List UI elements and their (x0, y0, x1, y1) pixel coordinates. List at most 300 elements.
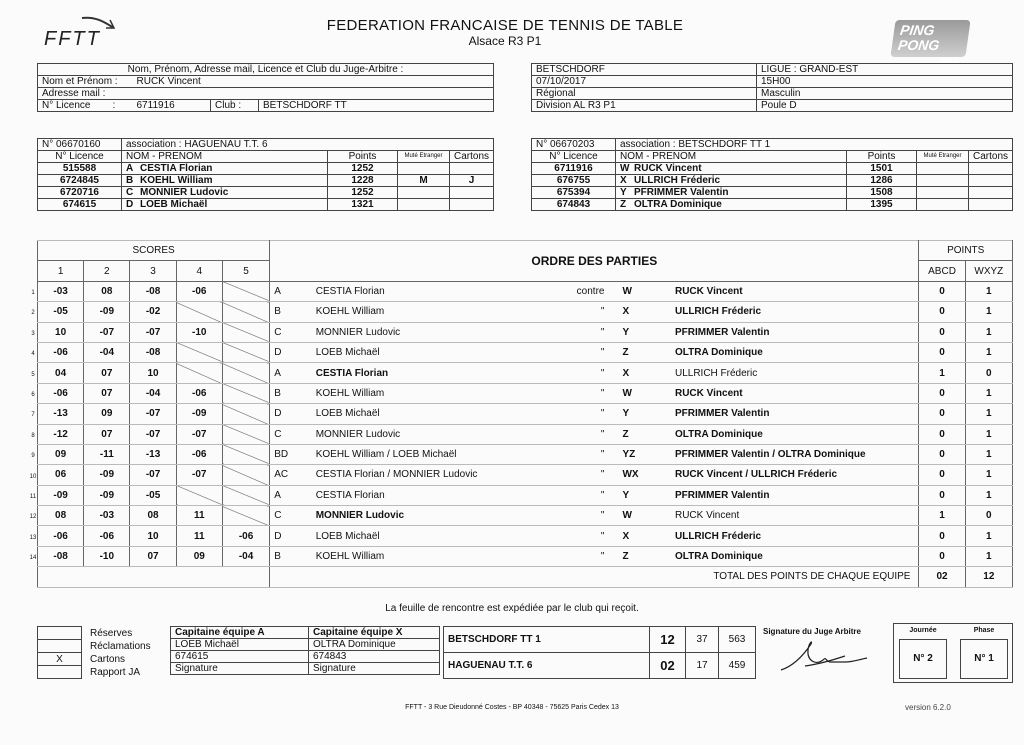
referee-licence: 6711916 (133, 100, 211, 112)
set-score: 10 (130, 363, 176, 383)
game-players-a: KOEHL William / LOEB Michaël (312, 444, 533, 464)
set-score: 11 (176, 526, 222, 546)
player-cartons (968, 199, 1012, 211)
referee-signature (775, 636, 875, 678)
game-letters-a: A (270, 281, 312, 301)
player-points: 1252 (327, 187, 397, 199)
match-pool: Poule D (757, 100, 1013, 112)
col-wxyz: WXYZ (965, 261, 1012, 281)
set-score: 09 (176, 546, 222, 566)
set-score: -10 (176, 322, 222, 342)
game-players-x: RUCK Vincent (671, 281, 919, 301)
journee-label: Journée (909, 627, 937, 634)
game-row (38, 424, 1013, 444)
game-point-x: 1 (965, 465, 1012, 485)
team-x-header-licence: N° Licence (532, 151, 616, 163)
game-point-x: 1 (965, 342, 1012, 362)
game-point-x: 1 (965, 322, 1012, 342)
footer-address: FFTT - 3 Rue Dieudonné Costes - BP 40348 - 75625 Paris Cedex 13 (405, 704, 619, 711)
player-name-cell (122, 199, 328, 211)
checklist-mark[interactable] (38, 666, 82, 679)
checklist-label: Cartons (90, 653, 126, 665)
player-mute (916, 175, 968, 187)
set-score (222, 424, 269, 444)
referee-licence-label: N° Licence : (38, 100, 133, 112)
set-score: -06 (176, 281, 222, 301)
player-letter: Z (620, 199, 627, 210)
game-separator: " (532, 342, 618, 362)
game-separator: " (532, 465, 618, 485)
game-row (38, 342, 1013, 362)
checklist-mark[interactable] (38, 627, 82, 640)
player-name: OLTRA Dominique (634, 199, 722, 210)
game-players-x: OLTRA Dominique (671, 342, 919, 362)
col-abcd: ABCD (919, 261, 965, 281)
game-point-x: 1 (965, 444, 1012, 464)
game-point-a: 0 (919, 424, 965, 444)
game-letters-x: Y (618, 404, 671, 424)
captain-a-title: Capitaine équipe A (171, 627, 309, 639)
game-separator: " (532, 485, 618, 505)
team-a-header-points: Points (327, 151, 397, 163)
game-players-a: LOEB Michaël (312, 342, 533, 362)
expedition-note: La feuille de rencontre est expédiée par le club qui reçoit. (385, 603, 639, 614)
game-separator: " (532, 322, 618, 342)
referee-name-label: Nom et Prénom : (38, 76, 133, 88)
set-score: -07 (176, 465, 222, 485)
checklist-row (38, 666, 167, 679)
player-name: CESTIA Florian (140, 163, 213, 174)
match-info-table (531, 63, 1013, 112)
player-cartons (968, 187, 1012, 199)
game-players-x: PFRIMMER Valentin (671, 322, 919, 342)
game-players-a: CESTIA Florian / MONNIER Ludovic (312, 465, 533, 485)
points-heading: POINTS (919, 241, 1013, 261)
game-players-x: ULLRICH Fréderic (671, 526, 919, 546)
game-letters-a: B (270, 546, 312, 566)
set-score: -05 (38, 302, 84, 322)
set-score: 08 (84, 281, 130, 301)
game-row (38, 404, 1013, 424)
game-players-x: ULLRICH Fréderic (671, 302, 919, 322)
set-score (222, 322, 269, 342)
player-name: KOEHL William (140, 175, 213, 186)
game-separator: " (532, 444, 618, 464)
game-number: 7 (31, 412, 35, 419)
game-letters-x: Y (618, 322, 671, 342)
result-row (444, 627, 756, 653)
scores-heading: SCORES (38, 241, 270, 261)
version-label: version 6.2.0 (905, 703, 951, 712)
game-letters-a: D (270, 404, 312, 424)
set-score: 08 (38, 506, 84, 526)
game-row (38, 281, 1013, 301)
game-separator: " (532, 383, 618, 403)
captain-x-title: Capitaine équipe X (309, 627, 440, 639)
game-point-x: 0 (965, 363, 1012, 383)
set-score (222, 506, 269, 526)
games-table (37, 240, 1013, 588)
match-time: 15H00 (757, 76, 1013, 88)
game-letters-a: A (270, 363, 312, 383)
team-a-number: N° 06670160 (38, 139, 122, 151)
team-x-header-cartons: Cartons (968, 151, 1012, 163)
player-mute (397, 199, 449, 211)
player-letter: W (620, 163, 630, 174)
player-letter: Y (620, 187, 627, 198)
game-letters-x: X (618, 302, 671, 322)
team-x-header-points: Points (846, 151, 916, 163)
player-licence: 515588 (38, 163, 122, 175)
game-point-a: 0 (919, 444, 965, 464)
game-row (38, 526, 1013, 546)
game-letters-a: C (270, 424, 312, 444)
game-number: 4 (31, 351, 35, 358)
badge-text: PING PONG (896, 22, 941, 53)
game-letters-x: Z (618, 424, 671, 444)
game-number: 6 (31, 392, 35, 398)
player-row (532, 175, 1013, 187)
player-licence: 6720716 (38, 187, 122, 199)
player-cartons (968, 175, 1012, 187)
player-licence: 674615 (38, 199, 122, 211)
captain-a-licence: 674615 (171, 651, 309, 663)
player-name-cell (616, 175, 847, 187)
phase-label: Phase (973, 627, 995, 634)
set-score: -11 (84, 444, 130, 464)
game-number: 14 (29, 555, 37, 562)
match-venue: BETSCHDORF (532, 64, 757, 76)
game-players-x: RUCK Vincent / ULLRICH Fréderic (671, 465, 919, 485)
result-sets: 17 (686, 653, 719, 679)
player-name-cell (616, 187, 847, 199)
set-score: 09 (38, 444, 84, 464)
set-score: -13 (130, 444, 176, 464)
set-number: 5 (222, 261, 269, 281)
team-a-players (38, 163, 494, 211)
checklist-row (38, 653, 167, 666)
set-score: -09 (84, 302, 130, 322)
page-subtitle: Alsace R3 P1 (468, 34, 542, 48)
set-score (176, 363, 222, 383)
player-licence: 6711916 (532, 163, 616, 175)
set-score: 07 (84, 383, 130, 403)
set-score: -09 (176, 404, 222, 424)
game-point-a: 0 (919, 322, 965, 342)
result-points: 459 (719, 653, 756, 679)
game-point-x: 1 (965, 485, 1012, 505)
game-point-a: 0 (919, 342, 965, 362)
player-row (532, 163, 1013, 175)
set-score: 08 (130, 506, 176, 526)
player-points: 1508 (846, 187, 916, 199)
team-a-header-cartons: Cartons (449, 151, 493, 163)
captain-x-signature: Signature (309, 663, 440, 675)
game-number: 8 (31, 432, 35, 439)
game-letters-a: C (270, 322, 312, 342)
result-team: HAGUENAU T.T. 6 (444, 653, 650, 679)
game-players-a: CESTIA Florian (312, 281, 533, 301)
game-letters-a: D (270, 526, 312, 546)
player-licence: 6724845 (38, 175, 122, 187)
game-point-a: 0 (919, 281, 965, 301)
set-score: -06 (176, 444, 222, 464)
player-name-cell (616, 199, 847, 211)
player-letter: A (126, 163, 134, 174)
match-ligue: LIGUE : GRAND-EST (757, 64, 1013, 76)
game-row (38, 363, 1013, 383)
game-players-a: MONNIER Ludovic (312, 322, 533, 342)
player-name-cell (122, 175, 328, 187)
total-a: 02 (919, 567, 965, 587)
set-score (222, 383, 269, 403)
game-point-x: 1 (965, 424, 1012, 444)
player-points: 1501 (846, 163, 916, 175)
game-number: 12 (29, 514, 37, 521)
game-point-x: 1 (965, 302, 1012, 322)
game-point-a: 0 (919, 465, 965, 485)
player-licence: 675394 (532, 187, 616, 199)
journee-value: N° 2 (899, 639, 947, 679)
game-players-x: ULLRICH Fréderic (671, 363, 919, 383)
game-letters-x: WX (618, 465, 671, 485)
game-point-a: 1 (919, 363, 965, 383)
game-letters-x: X (618, 526, 671, 546)
player-name-cell (122, 163, 328, 175)
captain-x-licence: 674843 (309, 651, 440, 663)
game-separator: contre (532, 281, 618, 301)
game-separator: " (532, 526, 618, 546)
game-players-a: MONNIER Ludovic (312, 506, 533, 526)
game-letters-x: W (618, 281, 671, 301)
game-row (38, 465, 1013, 485)
player-row (532, 199, 1013, 211)
player-name: RUCK Vincent (634, 163, 702, 174)
player-row (38, 199, 494, 211)
set-score: -07 (176, 424, 222, 444)
set-score: -03 (38, 281, 84, 301)
set-score: -10 (84, 546, 130, 566)
set-score (222, 281, 269, 301)
referee-name: RUCK Vincent (133, 76, 494, 88)
game-letters-a: B (270, 383, 312, 403)
game-letters-x: Y (618, 485, 671, 505)
player-letter: B (126, 175, 134, 186)
player-name: ULLRICH Fréderic (634, 175, 721, 186)
game-point-a: 0 (919, 546, 965, 566)
game-letters-a: A (270, 485, 312, 505)
set-score: -04 (84, 342, 130, 362)
set-score (176, 302, 222, 322)
game-players-a: CESTIA Florian (312, 363, 533, 383)
game-point-a: 0 (919, 485, 965, 505)
game-row (38, 302, 1013, 322)
set-score: -08 (130, 342, 176, 362)
game-point-a: 0 (919, 526, 965, 546)
team-x-association: association : BETSCHDORF TT 1 (616, 139, 1013, 151)
referee-club: BETSCHDORF TT (259, 100, 494, 112)
game-separator: " (532, 302, 618, 322)
ping-pong-badge (890, 20, 970, 65)
game-number: 2 (31, 310, 35, 317)
player-mute (397, 187, 449, 199)
set-score: -09 (84, 465, 130, 485)
game-row (38, 506, 1013, 526)
game-row (38, 322, 1013, 342)
game-number: 13 (29, 534, 37, 541)
checklist-table (37, 626, 167, 679)
player-letter: X (620, 175, 627, 186)
player-letter: C (126, 187, 134, 198)
referee-club-label: Club : (211, 100, 259, 112)
referee-mail-label: Adresse mail : (38, 88, 494, 100)
game-players-a: MONNIER Ludovic (312, 424, 533, 444)
set-score: 07 (130, 546, 176, 566)
set-score: -09 (84, 485, 130, 505)
player-name-cell (616, 163, 847, 175)
player-points: 1252 (327, 163, 397, 175)
set-score: -08 (130, 281, 176, 301)
game-number: 11 (29, 494, 37, 500)
referee-table (37, 63, 494, 112)
set-score: -07 (130, 424, 176, 444)
player-points: 1321 (327, 199, 397, 211)
player-name-cell (122, 187, 328, 199)
set-number: 4 (176, 261, 222, 281)
fftt-logo (44, 28, 101, 51)
player-mute (397, 163, 449, 175)
set-score: -12 (38, 424, 84, 444)
team-a-association: association : HAGUENAU T.T. 6 (122, 139, 494, 151)
player-points: 1395 (846, 199, 916, 211)
checklist-label: Rapport JA (90, 666, 141, 678)
set-score: -04 (130, 383, 176, 403)
set-score: -06 (38, 342, 84, 362)
game-number: 9 (31, 453, 35, 460)
checklist-mark[interactable] (38, 640, 82, 653)
set-score: -06 (38, 526, 84, 546)
player-name: LOEB Michaël (140, 199, 208, 210)
game-point-x: 1 (965, 383, 1012, 403)
team-x-players (532, 163, 1013, 211)
set-score: 06 (38, 465, 84, 485)
game-point-x: 1 (965, 281, 1012, 301)
game-letters-x: W (618, 506, 671, 526)
player-name: MONNIER Ludovic (140, 187, 229, 198)
game-letters-x: W (618, 383, 671, 403)
checklist-row (38, 627, 167, 640)
player-letter: D (126, 199, 134, 210)
set-score: 10 (38, 322, 84, 342)
player-cartons (449, 199, 493, 211)
set-score: 04 (38, 363, 84, 383)
game-players-a: KOEHL William (312, 302, 533, 322)
game-number: 10 (29, 473, 37, 480)
checklist-row (38, 640, 167, 653)
game-players-x: PFRIMMER Valentin / OLTRA Dominique (671, 444, 919, 464)
set-score: -04 (222, 546, 269, 566)
team-x-header-name: NOM - PRENOM (616, 151, 847, 163)
set-number: 2 (84, 261, 130, 281)
player-mute: M (397, 175, 449, 187)
captain-a-signature: Signature (171, 663, 309, 675)
set-score: 10 (130, 526, 176, 546)
set-score (222, 444, 269, 464)
player-row (532, 187, 1013, 199)
referee-heading: Nom, Prénom, Adresse mail, Licence et Club du Juge-Arbitre : (38, 64, 494, 76)
game-point-a: 0 (919, 404, 965, 424)
game-separator: " (532, 363, 618, 383)
game-players-a: LOEB Michaël (312, 526, 533, 546)
phase-value: N° 1 (960, 639, 1008, 679)
game-point-x: 1 (965, 526, 1012, 546)
game-point-x: 1 (965, 404, 1012, 424)
player-points: 1228 (327, 175, 397, 187)
game-players-x: RUCK Vincent (671, 506, 919, 526)
player-licence: 676755 (532, 175, 616, 187)
set-score (222, 363, 269, 383)
game-number: 1 (31, 290, 35, 296)
set-score: 07 (84, 424, 130, 444)
result-score: 12 (650, 627, 686, 653)
game-row (38, 444, 1013, 464)
set-score: -02 (130, 302, 176, 322)
match-gender: Masculin (757, 88, 1013, 100)
team-x-header-mute: Muté Etranger (916, 151, 968, 163)
set-score: 07 (84, 363, 130, 383)
game-players-x: OLTRA Dominique (671, 546, 919, 566)
player-name: PFRIMMER Valentin (634, 187, 729, 198)
journee-phase-box (893, 623, 1013, 683)
game-players-x: RUCK Vincent (671, 383, 919, 403)
game-letters-a: C (270, 506, 312, 526)
set-score: -08 (38, 546, 84, 566)
set-score (176, 485, 222, 505)
result-sets: 37 (686, 627, 719, 653)
game-letters-x: X (618, 363, 671, 383)
captain-x-name: OLTRA Dominique (309, 639, 440, 651)
games-rows (38, 281, 1013, 566)
player-mute (916, 187, 968, 199)
set-score: -13 (38, 404, 84, 424)
checklist-mark[interactable]: X (38, 653, 82, 666)
player-mute (916, 163, 968, 175)
game-separator: " (532, 404, 618, 424)
player-cartons (968, 163, 1012, 175)
player-licence: 674843 (532, 199, 616, 211)
game-letters-x: Z (618, 546, 671, 566)
team-a-table (37, 138, 494, 211)
set-score: -07 (130, 465, 176, 485)
set-number: 3 (130, 261, 176, 281)
game-players-x: PFRIMMER Valentin (671, 485, 919, 505)
set-score (222, 342, 269, 362)
game-players-a: KOEHL William (312, 383, 533, 403)
game-point-x: 0 (965, 506, 1012, 526)
player-cartons (449, 163, 493, 175)
set-score: -07 (130, 404, 176, 424)
team-x-number: N° 06670203 (532, 139, 616, 151)
set-score (222, 404, 269, 424)
game-letters-a: AC (270, 465, 312, 485)
game-letters-a: D (270, 342, 312, 362)
set-number: 1 (38, 261, 84, 281)
match-date: 07/10/2017 (532, 76, 757, 88)
game-point-a: 0 (919, 383, 965, 403)
set-score (222, 465, 269, 485)
game-number: 5 (31, 371, 35, 378)
result-table (443, 626, 756, 679)
